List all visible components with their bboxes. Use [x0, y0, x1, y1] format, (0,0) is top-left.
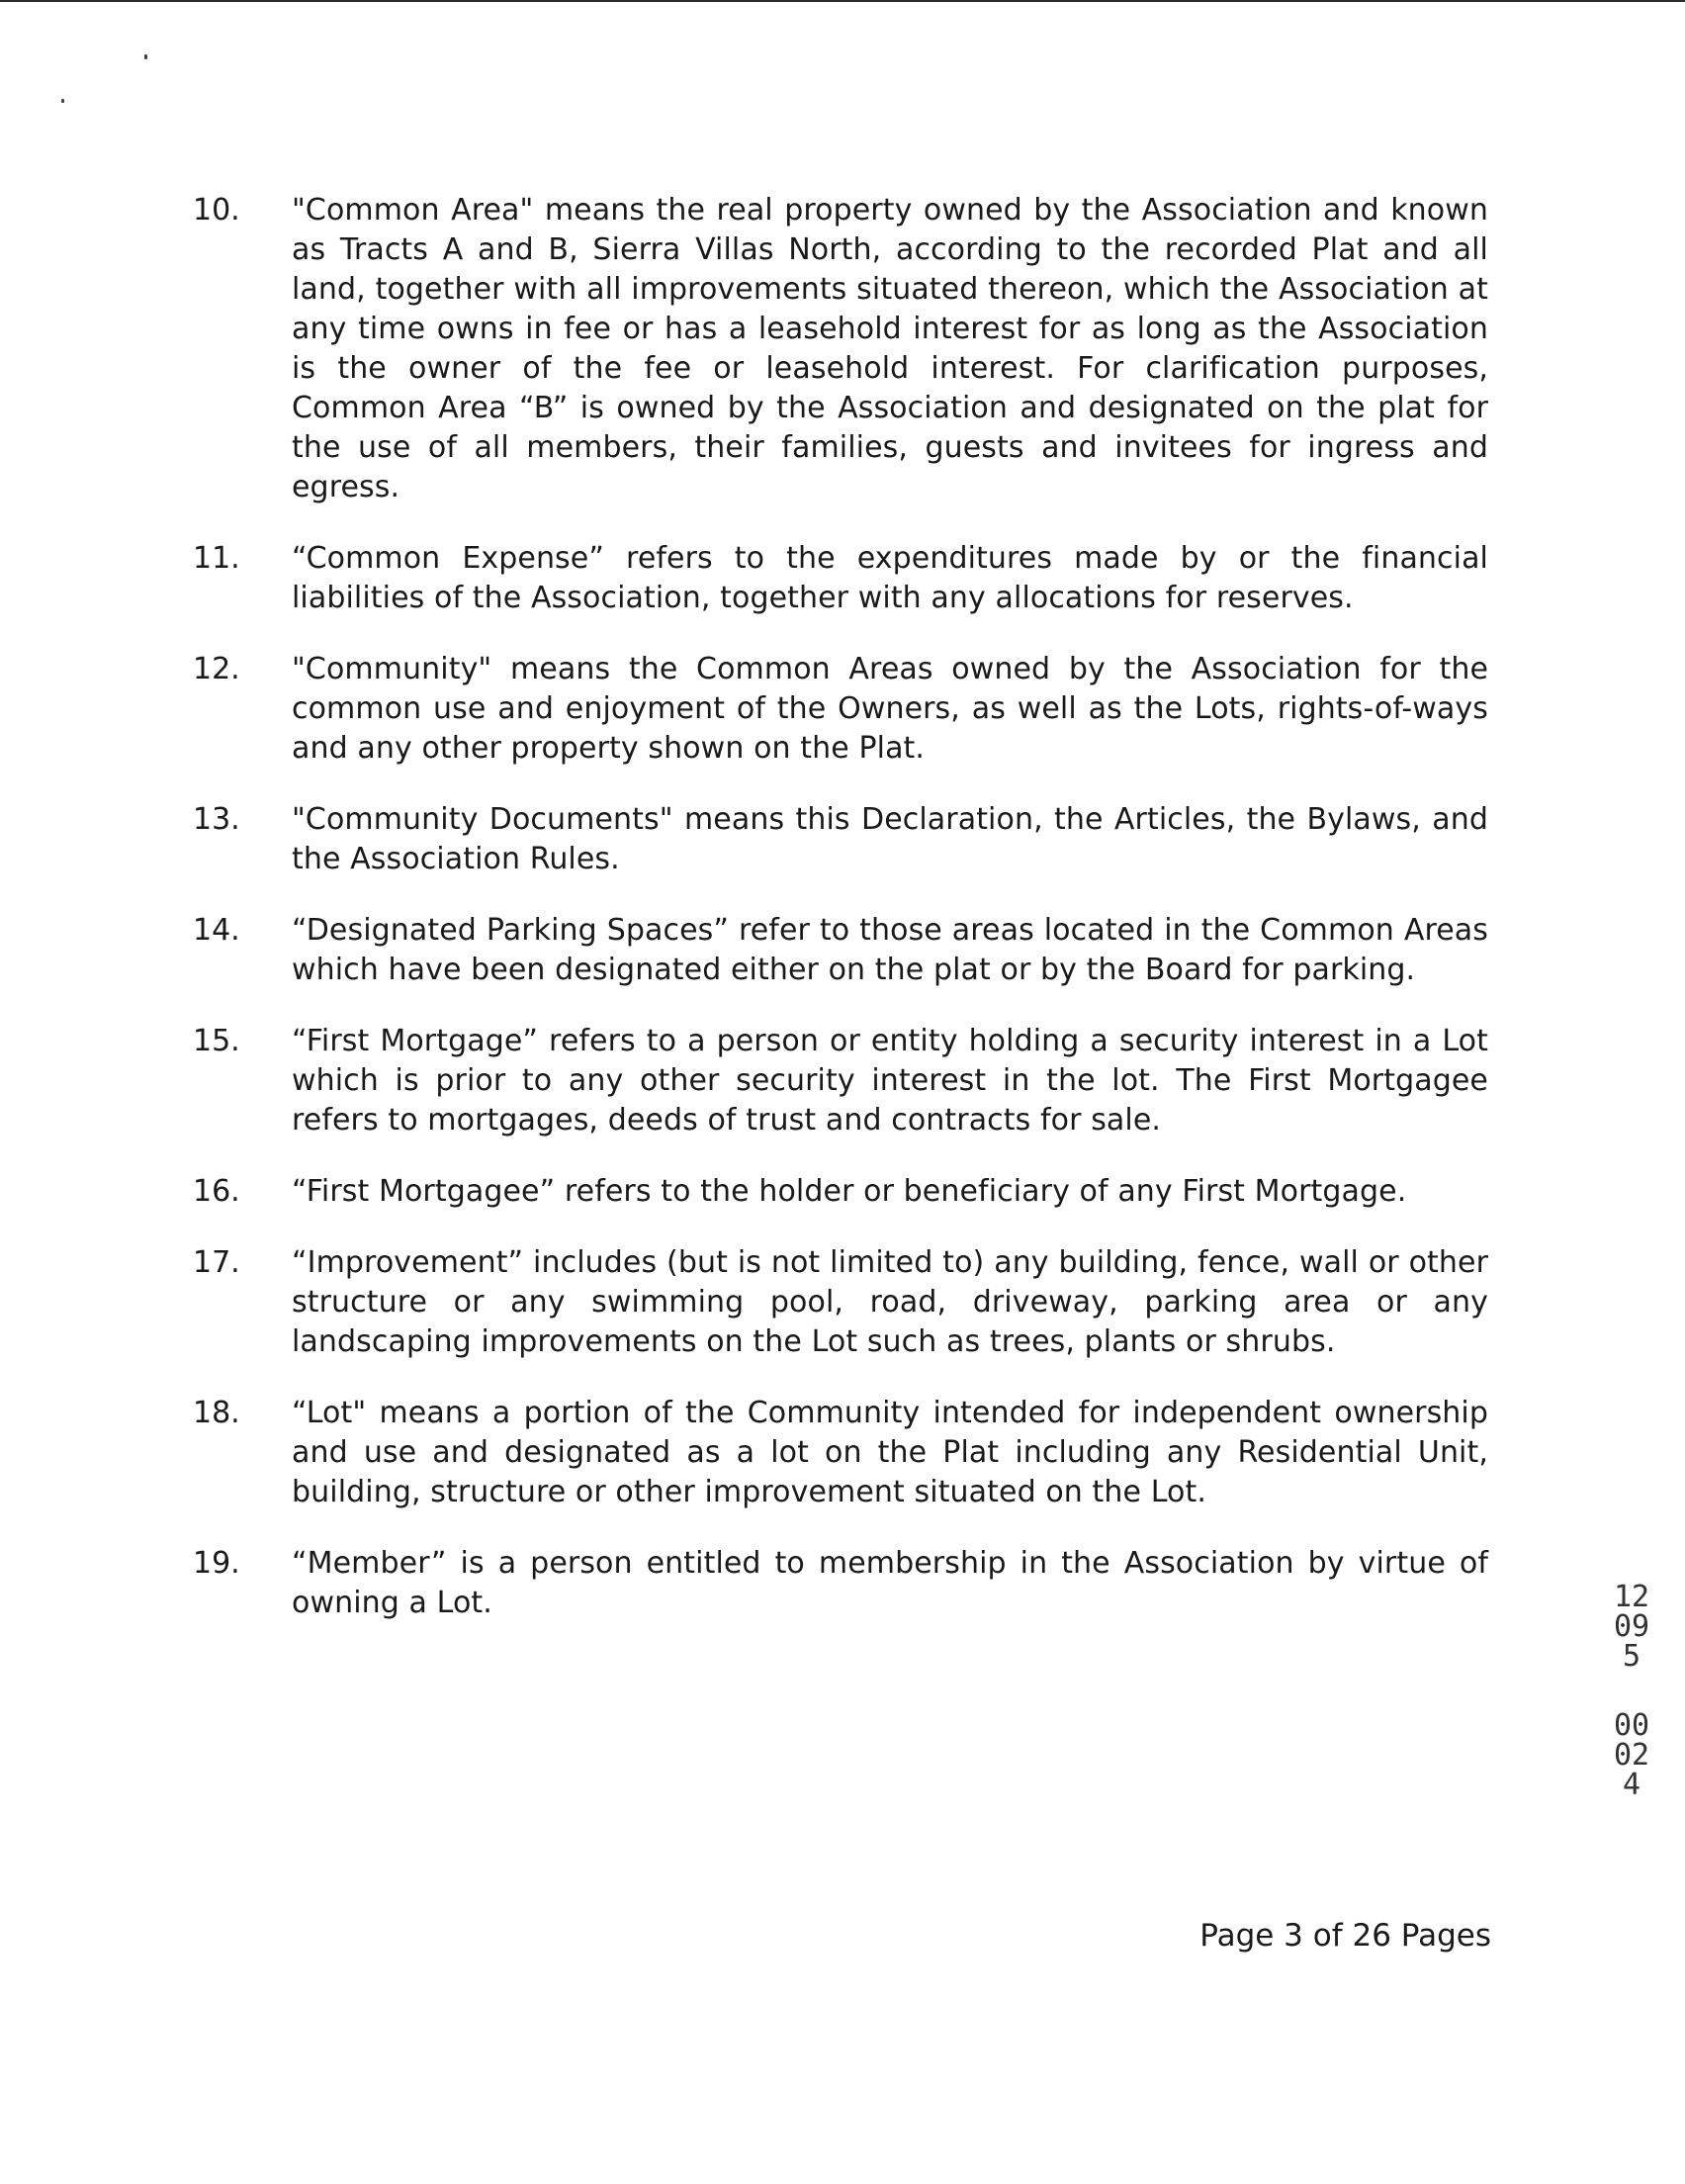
- list-item: [193, 539, 1488, 618]
- list-item: [193, 1243, 1488, 1362]
- item-text: "Community" means the Common Areas owned by the Association for the common use and enjoyment of the Owners, as well as the Lots, rights-of-ways and any other property shown on the Plat.: [292, 652, 1488, 766]
- item-text: “Common Expense” refers to the expenditures made by or the financial liabilities of the Association, together with any allocations for reserves.: [292, 541, 1488, 615]
- item-text: “Improvement” includes (but is not limited to) any building, fence, wall or other structure or any swimming pool, road, driveway, parking area or any landscaping improvements on the Lot such as trees, plants or shrubs.: [292, 1245, 1488, 1359]
- definitions-list: [193, 191, 1488, 1655]
- list-item: [193, 650, 1488, 769]
- page-number: Page 3 of 26 Pages: [1199, 1918, 1491, 1954]
- scan-speck: [61, 99, 64, 103]
- item-number: 16.: [193, 1174, 240, 1209]
- top-border-rule: [0, 0, 1685, 2]
- list-item: [193, 1544, 1488, 1623]
- item-number: 17.: [193, 1245, 240, 1280]
- stamp-part-1: 12095: [1613, 1580, 1650, 1674]
- item-text: “First Mortgagee” refers to the holder or beneficiary of any First Mortgage.: [292, 1174, 1407, 1209]
- item-number: 18.: [193, 1396, 240, 1430]
- item-text: “Lot" means a portion of the Community intended for independent ownership and use and designated as a lot on the Plat including any Residential Unit, building, structure or other improvement situated on the Lot.: [292, 1396, 1488, 1509]
- stamp-part-2: 00024: [1613, 1708, 1650, 1802]
- item-number: 14.: [193, 913, 240, 948]
- scan-speck: [144, 54, 147, 59]
- list-item: [193, 191, 1488, 507]
- item-number: 12.: [193, 652, 240, 686]
- list-item: [193, 800, 1488, 879]
- item-text: "Community Documents" means this Declaration, the Articles, the Bylaws, and the Association Rules.: [292, 802, 1488, 876]
- list-item: [193, 1394, 1488, 1512]
- list-item: [193, 1022, 1488, 1140]
- stamp-gap: [1612, 1672, 1651, 1711]
- list-item: [193, 911, 1488, 990]
- recording-stamp: [1612, 1580, 1651, 1802]
- item-text: "Common Area" means the real property owned by the Association and known as Tracts A and B, Sierra Villas North, according to the recorded Plat and all land, together with all improvements situated thereon, which the Association at any time owns in fee or has a leasehold interest for as long as the Association is the owner of the fee or leasehold interest. For clarification purposes, Common Area “B” is owned by the Association and designated on the plat for the use of all members, their families, guests and invitees for ingress and egress.: [292, 193, 1488, 504]
- item-number: 13.: [193, 802, 240, 837]
- item-text: “Member” is a person entitled to membership in the Association by virtue of owning a Lot.: [292, 1546, 1488, 1620]
- item-number: 15.: [193, 1024, 240, 1058]
- item-text: “Designated Parking Spaces” refer to those areas located in the Common Areas which have been designated either on the plat or by the Board for parking.: [292, 913, 1488, 987]
- item-number: 10.: [193, 193, 240, 228]
- list-item: [193, 1172, 1488, 1212]
- item-text: “First Mortgage” refers to a person or entity holding a security interest in a Lot which is prior to any other security interest in the lot. The First Mortgagee refers to mortgages, deeds of trust and contracts for sale.: [292, 1024, 1488, 1138]
- item-number: 19.: [193, 1546, 240, 1581]
- item-number: 11.: [193, 541, 240, 576]
